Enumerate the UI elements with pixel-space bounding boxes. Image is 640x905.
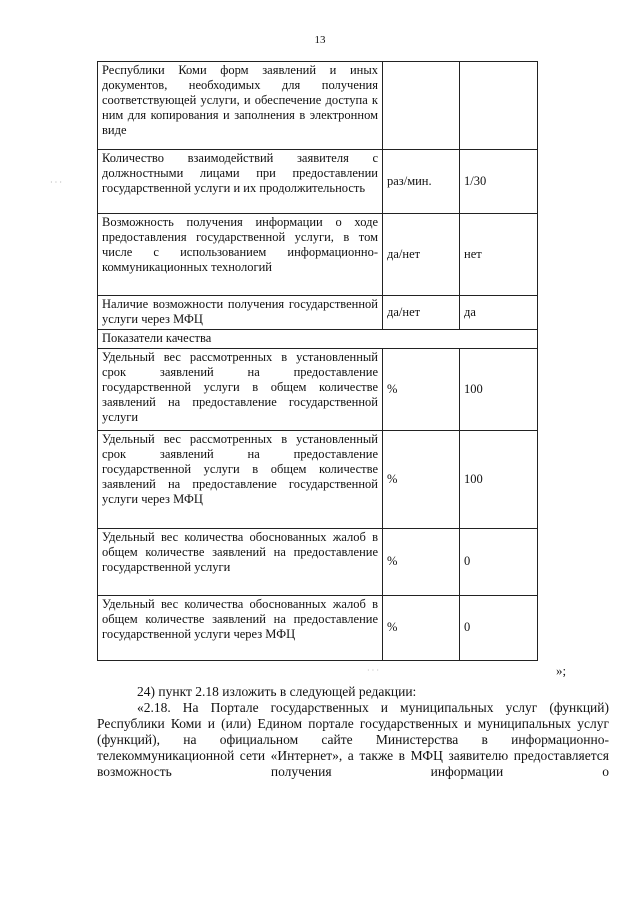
indicator-value — [460, 62, 538, 150]
indicator-description: Удельный вес рассмотренных в установленный срок заявлений на предоставление государственной услуги в общем количестве заявлений на предоставление государственной услуги — [98, 349, 383, 431]
table-row — [98, 596, 538, 661]
indicator-value: нет — [460, 214, 538, 296]
indicator-unit: % — [383, 431, 460, 529]
indicator-value: 1/30 — [460, 150, 538, 214]
paragraph-item-2-18: «2.18. На Портале государственных и муниципальных услуг (функций) Республики Коми и (или) Едином портале государственных и муниципальных услуг (функций), на официальном сайте Министерства в информационно-телекоммуникационной сети «Интернет», а также в МФЦ заявителю предоставляется возможность получения информации о — [97, 700, 609, 779]
table-row — [98, 349, 538, 431]
closing-quote: »; — [556, 663, 567, 678]
table-row — [98, 431, 538, 529]
indicator-description: Республики Коми форм заявлений и иных документов, необходимых для получения соответствующей услуги, и обеспечение доступа к ним для копирования и заполнения в электронном виде — [98, 62, 383, 150]
scan-artifact: · · · — [367, 666, 379, 675]
indicator-unit: % — [383, 529, 460, 596]
indicator-value: да — [460, 296, 538, 330]
scan-artifact: · · · — [50, 178, 62, 187]
indicator-unit: раз/мин. — [383, 150, 460, 214]
table-row — [98, 214, 538, 296]
section-heading-row — [98, 330, 538, 349]
paragraph-item-24: 24) пункт 2.18 изложить в следующей редакции: — [137, 684, 417, 699]
indicator-description: Удельный вес количества обоснованных жалоб в общем количестве заявлений на предоставление государственной услуги — [98, 529, 383, 596]
indicator-value: 100 — [460, 349, 538, 431]
section-heading: Показатели качества — [98, 330, 538, 349]
table-row — [98, 62, 538, 150]
table-row — [98, 529, 538, 596]
table-row — [98, 296, 538, 330]
indicator-value: 0 — [460, 529, 538, 596]
indicator-description: Количество взаимодействий заявителя с должностными лицами при предоставлении государственной услуги и их продолжительность — [98, 150, 383, 214]
indicators-table — [97, 61, 538, 661]
indicator-description: Удельный вес рассмотренных в установленный срок заявлений на предоставление государственной услуги в общем количестве заявлений на предоставление государственной услуги через МФЦ — [98, 431, 383, 529]
table-row — [98, 150, 538, 214]
indicator-description: Удельный вес количества обоснованных жалоб в общем количестве заявлений на предоставление государственной услуги через МФЦ — [98, 596, 383, 661]
indicator-value: 100 — [460, 431, 538, 529]
indicator-unit: да/нет — [383, 214, 460, 296]
indicator-unit: % — [383, 349, 460, 431]
indicator-unit: да/нет — [383, 296, 460, 330]
indicator-description: Наличие возможности получения государственной услуги через МФЦ — [98, 296, 383, 330]
indicator-value: 0 — [460, 596, 538, 661]
indicator-description: Возможность получения информации о ходе предоставления государственной услуги, в том числе с использованием информационно-коммуникационных технологий — [98, 214, 383, 296]
indicator-unit — [383, 62, 460, 150]
page-number: 13 — [314, 34, 326, 46]
indicator-unit: % — [383, 596, 460, 661]
